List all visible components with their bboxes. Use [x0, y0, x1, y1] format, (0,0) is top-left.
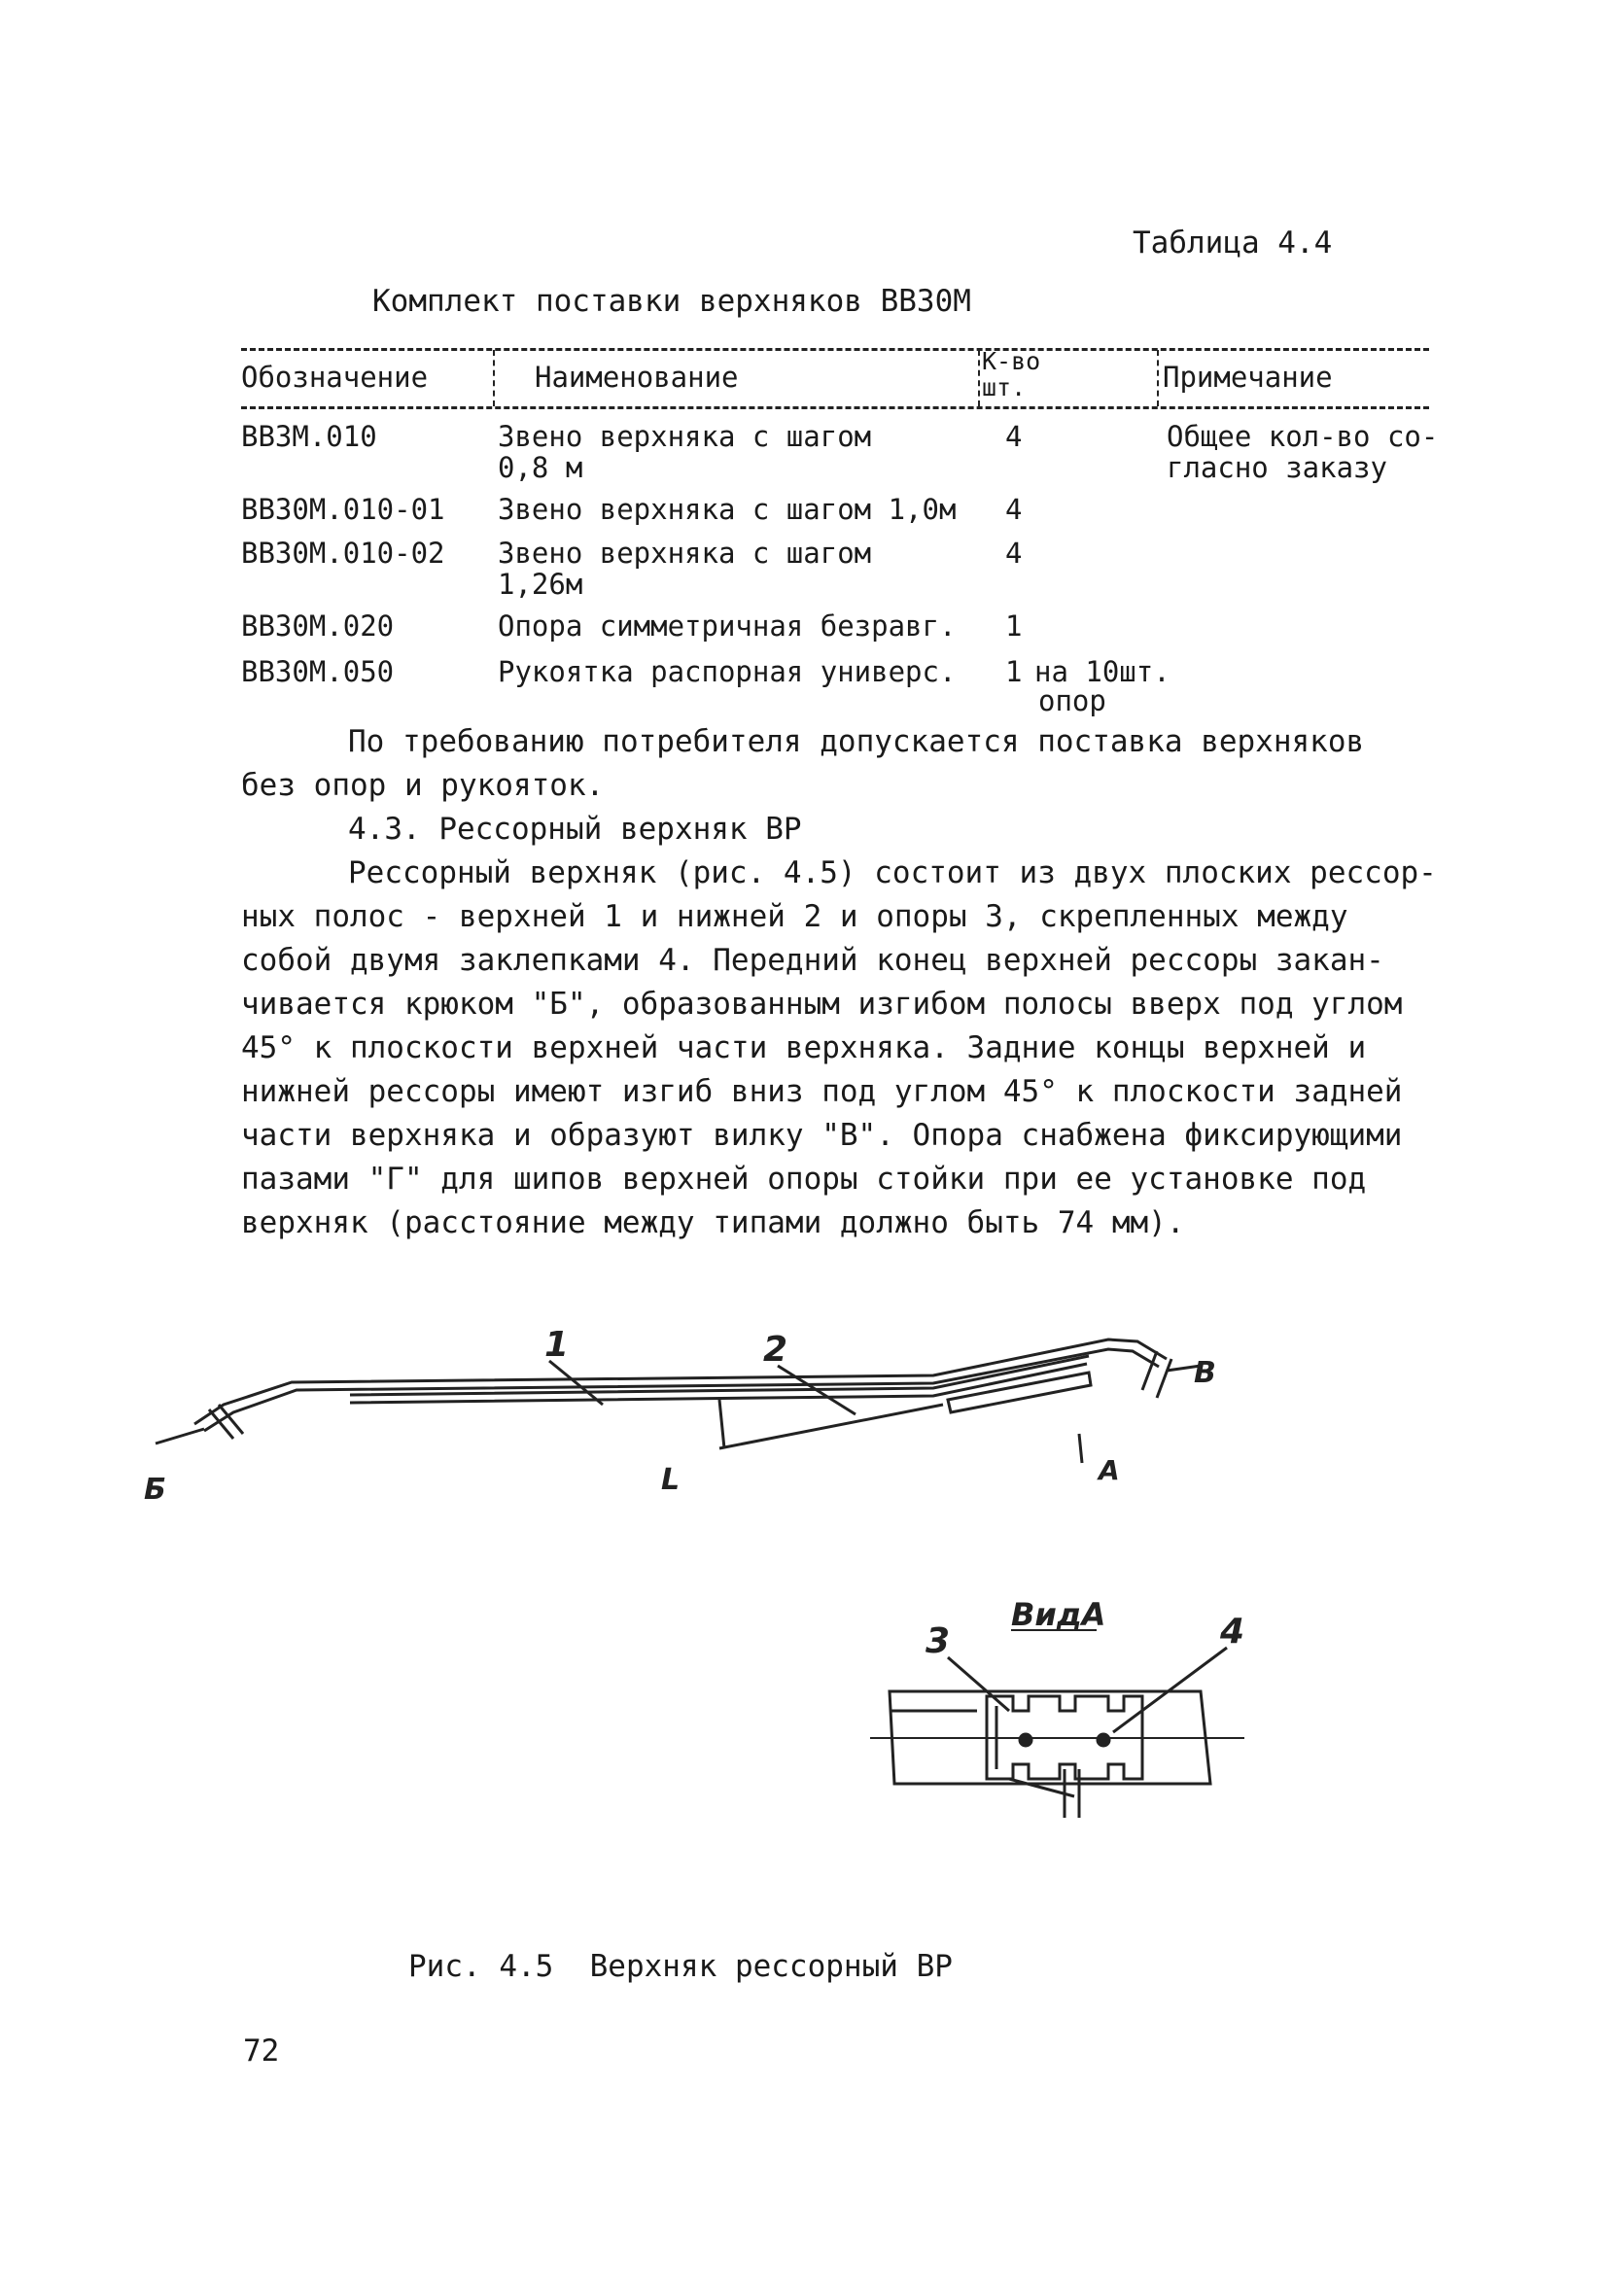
section-body-line7: части верхняка и образуют вилку "В". Опора снабжена фиксирующими	[241, 1118, 1403, 1153]
section-body-line8: пазами "Г" для шипов верхней опоры стойки при ее установке под	[241, 1162, 1367, 1197]
header-qty-line2: шт.	[982, 373, 1027, 401]
label-part4: 4	[1220, 1612, 1245, 1652]
label-hook-b: Б	[144, 1473, 166, 1507]
upper-spring-strip	[194, 1339, 1167, 1424]
header-qty-line1: К-во	[982, 347, 1041, 375]
angle-line	[719, 1405, 943, 1448]
label-view-a: А	[1099, 1454, 1120, 1486]
para-after-table-line2: без опор и рукояток.	[241, 768, 605, 803]
row4-qty: 1	[1005, 609, 1023, 643]
table-title: Комплект поставки верхняков ВВ30М	[372, 284, 971, 319]
row5-name-line1: Рукоятка распорная универс.	[498, 655, 957, 688]
lower-spring-strip-edge	[350, 1364, 1087, 1403]
row1-note-line1: Общее кол-во со-	[1167, 420, 1439, 453]
section-body-line2: ных полос - верхней 1 и нижней 2 и опоры 3, скрепленных между	[241, 899, 1348, 934]
para-after-table-line1: По требованию потребителя допускается поставка верхняков	[348, 724, 1365, 759]
row2-qty: 4	[1005, 493, 1023, 526]
section-body-line9: верхняк (расстояние между типами должно быть 74 мм).	[241, 1205, 1185, 1240]
row2-name-line1: Звено верхняка с шагом 1,0м	[498, 493, 957, 526]
label-angle: L	[661, 1463, 681, 1497]
header-designation: Обозначение	[241, 361, 429, 394]
leader-1	[549, 1361, 603, 1405]
view-a-arrow	[1079, 1434, 1082, 1463]
table-col-sep-2	[978, 350, 980, 406]
row4-designation: ВВ30М.020	[241, 609, 395, 643]
label-part3: 3	[926, 1621, 951, 1661]
row1-qty: 4	[1005, 420, 1023, 453]
label-view-a-title: ВидА	[1011, 1596, 1106, 1633]
row1-note-line2: гласно заказу	[1167, 451, 1387, 484]
row5-qty: 1	[1005, 655, 1023, 688]
row3-designation: ВВ30М.010-02	[241, 537, 445, 570]
row1-name-line2: 0,8 м	[498, 451, 583, 484]
page-number: 72	[243, 2034, 280, 2069]
section-body-line5: 45° к плоскости верхней части верхняка. Задние концы верхней и	[241, 1030, 1367, 1065]
table-rule-top	[241, 348, 1429, 351]
label-fork-v: В	[1194, 1356, 1216, 1390]
row1-name-line1: Звено верхняка с шагом	[498, 420, 872, 453]
row5-note-line2: опор	[1038, 684, 1106, 717]
row5-note-line1: на 10шт.	[1034, 655, 1170, 688]
table-col-sep-3	[1157, 350, 1159, 406]
table-col-sep-1	[493, 350, 495, 406]
row3-name-line1: Звено верхняка с шагом	[498, 537, 872, 570]
section-body-line6: нижней рессоры имеют изгиб вниз под углом 45° к плоскости задней	[241, 1074, 1403, 1109]
table-caption: Таблица 4.4	[1133, 226, 1333, 261]
angle-arc	[719, 1400, 724, 1448]
label-part2: 2	[763, 1330, 788, 1370]
section-body-line3: собой двумя заклепками 4. Передний конец верхней рессоры закан-	[241, 943, 1384, 978]
row5-designation: ВВ30М.050	[241, 655, 395, 688]
section-body-line4: чивается крюком "Б", образованным изгибом полосы вверх под углом	[241, 987, 1403, 1022]
label-part1: 1	[544, 1325, 570, 1365]
section-body-line1: Рессорный верхняк (рис. 4.5) состоит из двух плоских рессор-	[348, 855, 1437, 890]
header-name: Наименование	[535, 361, 739, 394]
figure-caption: Рис. 4.5 Верхняк рессорный ВР	[408, 1949, 953, 1984]
table-rule-header	[241, 406, 1429, 409]
section-heading: 4.3. Рессорный верхняк ВР	[348, 812, 802, 847]
header-note: Примечание	[1163, 361, 1333, 394]
row3-name-line2: 1,26м	[498, 568, 583, 601]
leader-b	[156, 1429, 204, 1444]
row2-designation: ВВ30М.010-01	[241, 493, 445, 526]
row1-designation: ВВ3М.010	[241, 420, 377, 453]
row3-qty: 4	[1005, 537, 1023, 570]
row4-name-line1: Опора симметричная безравг.	[498, 609, 957, 643]
